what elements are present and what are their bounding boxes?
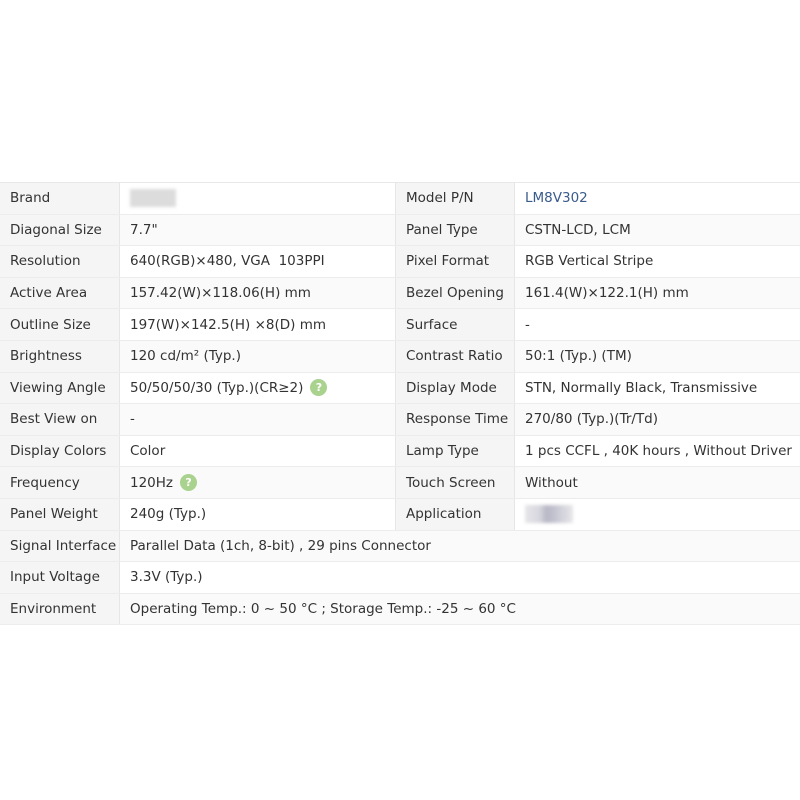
spec-label: Environment bbox=[0, 594, 120, 625]
table-row bbox=[0, 215, 800, 247]
spec-label: Diagonal Size bbox=[0, 215, 120, 246]
spec-label: Application bbox=[396, 499, 515, 530]
spec-label: Response Time bbox=[396, 404, 515, 435]
spec-table bbox=[0, 182, 800, 625]
table-row bbox=[0, 404, 800, 436]
table-row bbox=[0, 341, 800, 373]
spec-value: 120 cd/m² (Typ.) bbox=[120, 341, 396, 372]
redacted-brand-image bbox=[130, 189, 176, 207]
spec-value: - bbox=[120, 404, 396, 435]
model-pn-link[interactable]: LM8V302 bbox=[525, 190, 588, 207]
table-row bbox=[0, 309, 800, 341]
spec-label: Pixel Format bbox=[396, 246, 515, 277]
spec-label: Signal Interface bbox=[0, 531, 120, 562]
spec-label: Panel Weight bbox=[0, 499, 120, 530]
application-value-redacted bbox=[515, 499, 800, 530]
spec-label: Active Area bbox=[0, 278, 120, 309]
spec-label: Resolution bbox=[0, 246, 120, 277]
spec-value: - bbox=[525, 316, 530, 333]
spec-label: Display Colors bbox=[0, 436, 120, 467]
table-row bbox=[0, 373, 800, 405]
spec-label: Contrast Ratio bbox=[396, 341, 515, 372]
spec-label: Lamp Type bbox=[396, 436, 515, 467]
spec-value: Parallel Data (1ch, 8-bit) , 29 pins Connector bbox=[130, 537, 431, 554]
spec-value-with-help bbox=[120, 467, 396, 498]
spec-value: 50:1 (Typ.) (TM) bbox=[525, 348, 632, 365]
spec-label: Viewing Angle bbox=[0, 373, 120, 404]
spec-value: 240g (Typ.) bbox=[120, 499, 396, 530]
spec-value: STN, Normally Black, Transmissive bbox=[525, 379, 758, 396]
spec-value: 161.4(W)×122.1(H) mm bbox=[525, 285, 689, 302]
spec-value: 7.7" bbox=[120, 215, 396, 246]
table-row bbox=[0, 467, 800, 499]
spec-label: Panel Type bbox=[396, 215, 515, 246]
spec-value: 1 pcs CCFL , 40K hours , Without Driver bbox=[525, 443, 792, 460]
spec-label: Best View on bbox=[0, 404, 120, 435]
spec-label: Brightness bbox=[0, 341, 120, 372]
spec-value: 270/80 (Typ.)(Tr/Td) bbox=[525, 411, 659, 428]
table-row bbox=[0, 183, 800, 215]
table-row bbox=[0, 594, 800, 626]
table-row bbox=[0, 531, 800, 563]
help-question-icon[interactable]: ? bbox=[310, 379, 327, 396]
spec-label: Bezel Opening bbox=[396, 278, 515, 309]
spec-value: Without bbox=[525, 474, 578, 491]
spec-label: Input Voltage bbox=[0, 562, 120, 593]
spec-value: 157.42(W)×118.06(H) mm bbox=[120, 278, 396, 309]
spec-label: Surface bbox=[396, 309, 515, 340]
spec-value: CSTN-LCD, LCM bbox=[525, 221, 631, 238]
spec-value: Color bbox=[120, 436, 396, 467]
spec-label: Brand bbox=[0, 183, 120, 214]
spec-label: Display Mode bbox=[396, 373, 515, 404]
spec-value: 3.3V (Typ.) bbox=[130, 569, 203, 586]
redacted-application-image bbox=[525, 505, 573, 523]
spec-value: RGB Vertical Stripe bbox=[525, 253, 654, 270]
spec-value: 120Hz bbox=[130, 474, 174, 491]
table-row bbox=[0, 562, 800, 594]
spec-value: 50/50/50/30 (Typ.)(CR≥2) bbox=[130, 379, 304, 396]
spec-value: 197(W)×142.5(H) ×8(D) mm bbox=[120, 309, 396, 340]
table-row bbox=[0, 278, 800, 310]
spec-label: Model P/N bbox=[396, 183, 515, 214]
table-row bbox=[0, 499, 800, 531]
help-question-icon[interactable]: ? bbox=[180, 474, 197, 491]
spec-value: Operating Temp.: 0 ~ 50 °C ; Storage Temp.: -25 ~ 60 °C bbox=[130, 601, 516, 618]
spec-label: Outline Size bbox=[0, 309, 120, 340]
table-row bbox=[0, 436, 800, 468]
brand-value-redacted bbox=[120, 183, 396, 214]
spec-value-with-help bbox=[120, 373, 396, 404]
table-row bbox=[0, 246, 800, 278]
spec-label: Touch Screen bbox=[396, 467, 515, 498]
spec-label: Frequency bbox=[0, 467, 120, 498]
spec-value: 640(RGB)×480, VGA 103PPI bbox=[120, 246, 396, 277]
